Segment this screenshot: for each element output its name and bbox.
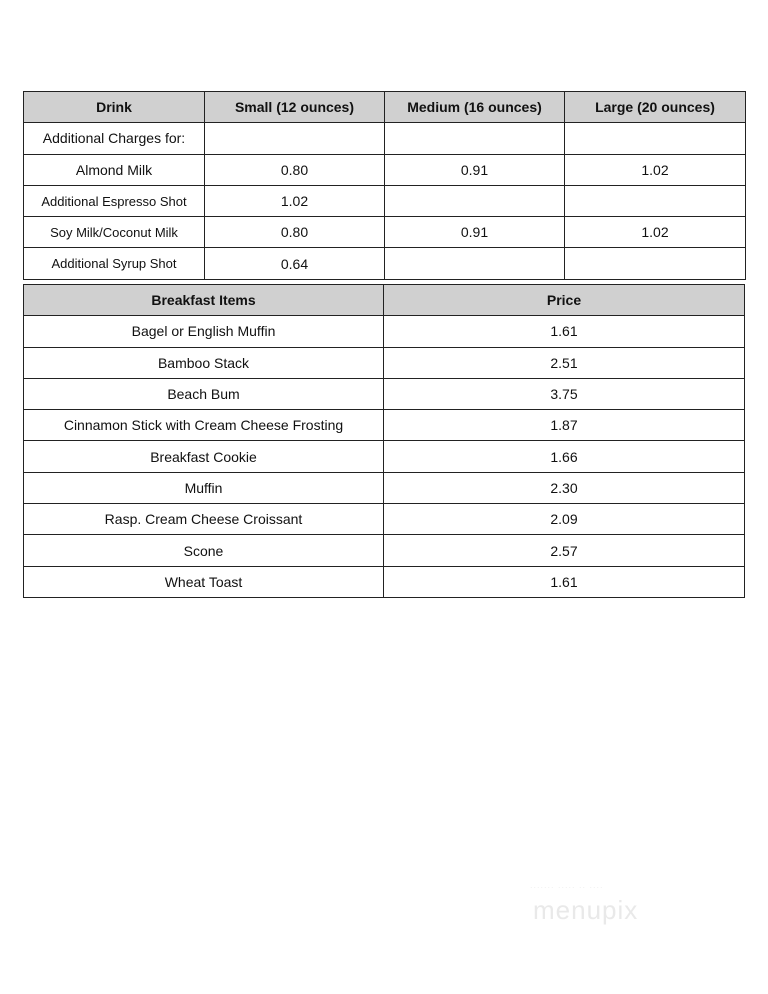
table-row bbox=[24, 123, 746, 154]
table-row bbox=[24, 185, 746, 216]
item-price: 3.75 bbox=[384, 378, 745, 409]
price-medium bbox=[385, 123, 565, 154]
item-name: Bamboo Stack bbox=[24, 347, 384, 378]
price-large: 1.02 bbox=[565, 217, 746, 248]
item-price: 1.61 bbox=[384, 566, 745, 597]
drink-charges-table bbox=[23, 91, 746, 280]
header-breakfast-items: Breakfast Items bbox=[24, 285, 384, 316]
table-row bbox=[24, 316, 745, 347]
drink-label: Additional Syrup Shot bbox=[24, 248, 205, 279]
item-name: Beach Bum bbox=[24, 378, 384, 409]
item-name: Scone bbox=[24, 535, 384, 566]
item-name: Cinnamon Stick with Cream Cheese Frosting bbox=[24, 410, 384, 441]
item-price: 2.30 bbox=[384, 472, 745, 503]
watermark-logo: menupix bbox=[533, 895, 639, 925]
header-medium: Medium (16 ounces) bbox=[385, 92, 565, 123]
item-name: Bagel or English Muffin bbox=[24, 316, 384, 347]
item-price: 1.61 bbox=[384, 316, 745, 347]
table-row bbox=[24, 217, 746, 248]
item-name: Breakfast Cookie bbox=[24, 441, 384, 472]
table-row bbox=[24, 535, 745, 566]
table-row bbox=[24, 248, 746, 279]
price-small bbox=[205, 123, 385, 154]
item-name: Rasp. Cream Cheese Croissant bbox=[24, 504, 384, 535]
item-price: 2.09 bbox=[384, 504, 745, 535]
price-medium bbox=[385, 248, 565, 279]
price-large bbox=[565, 123, 746, 154]
drink-label: Soy Milk/Coconut Milk bbox=[24, 217, 205, 248]
table-row bbox=[24, 410, 745, 441]
table-header-row bbox=[24, 285, 745, 316]
price-large bbox=[565, 248, 746, 279]
item-price: 2.51 bbox=[384, 347, 745, 378]
table-row bbox=[24, 566, 745, 597]
price-small: 0.64 bbox=[205, 248, 385, 279]
item-name: Muffin bbox=[24, 472, 384, 503]
table-row bbox=[24, 472, 745, 503]
table-row bbox=[24, 378, 745, 409]
price-small: 0.80 bbox=[205, 217, 385, 248]
item-price: 1.66 bbox=[384, 441, 745, 472]
table-row bbox=[24, 154, 746, 185]
breakfast-items-table bbox=[23, 284, 745, 598]
table-row bbox=[24, 347, 745, 378]
price-medium: 0.91 bbox=[385, 217, 565, 248]
price-medium bbox=[385, 185, 565, 216]
table-header-row bbox=[24, 92, 746, 123]
price-small: 1.02 bbox=[205, 185, 385, 216]
header-drink: Drink bbox=[24, 92, 205, 123]
price-medium: 0.91 bbox=[385, 154, 565, 185]
price-large: 1.02 bbox=[565, 154, 746, 185]
table-row bbox=[24, 504, 745, 535]
header-price: Price bbox=[384, 285, 745, 316]
price-large bbox=[565, 185, 746, 216]
drink-label: Almond Milk bbox=[24, 154, 205, 185]
drink-label: Additional Charges for: bbox=[24, 123, 205, 154]
item-price: 1.87 bbox=[384, 410, 745, 441]
header-small: Small (12 ounces) bbox=[205, 92, 385, 123]
table-row bbox=[24, 441, 745, 472]
item-price: 2.57 bbox=[384, 535, 745, 566]
price-small: 0.80 bbox=[205, 154, 385, 185]
header-large: Large (20 ounces) bbox=[565, 92, 746, 123]
watermark-subtext: ....... ..... .. .... bbox=[530, 880, 604, 890]
drink-label: Additional Espresso Shot bbox=[24, 185, 205, 216]
item-name: Wheat Toast bbox=[24, 566, 384, 597]
